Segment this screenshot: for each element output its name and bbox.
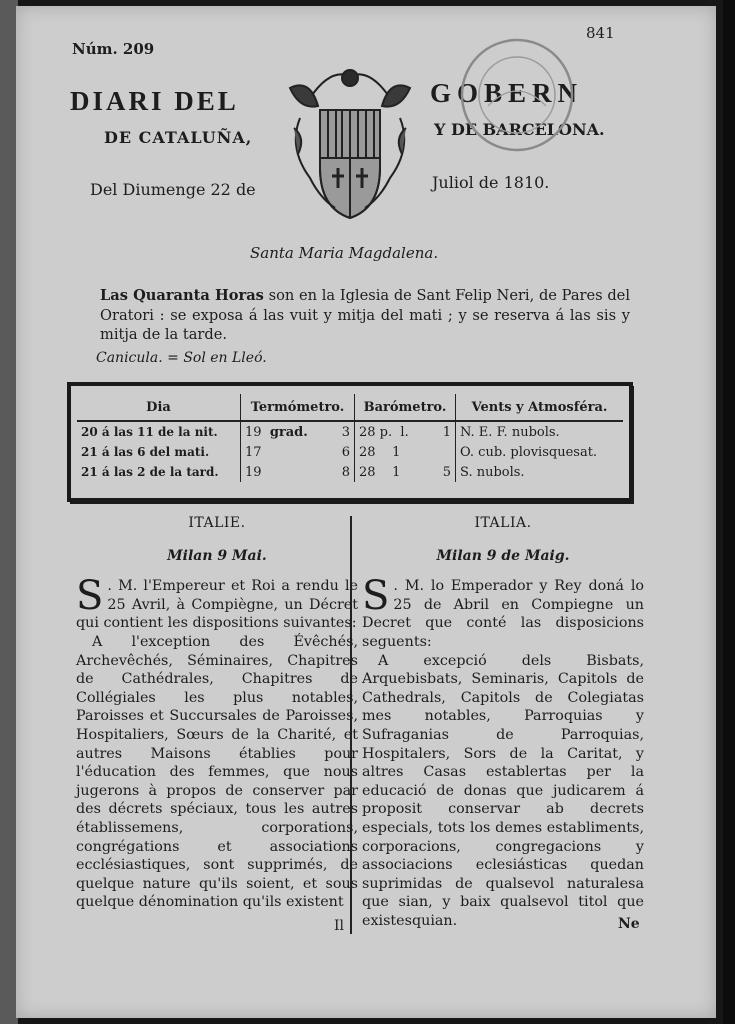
article-paragraph: A excepció dels Bisbats, Arquebisbats, Seminaris, Capitols de Cathedrals, Capitols de Colegiatas mes notables, Parroquias y Sufraganias de Parroquias, Hospitalers, Sors de la Caritat, y altres Casas establertas per la educació de donas que judicarem á proposit conservar ab decrets especials, tots los demes establiments, corporacions, congregacions y associacions eclesiásticas quedan suprimidas de qualsevol naturalesa que sian, y baix qualsevol titol que existesquian. — [362, 652, 644, 929]
col-header-dia: Dia — [77, 394, 241, 421]
cell-dia: 20 á las 11 de la nit. — [77, 421, 241, 442]
article-left-french — [76, 514, 358, 912]
weather-table — [77, 394, 623, 482]
article-dateline: Milan 9 Mai. — [167, 547, 267, 564]
article-heading: ITALIA. — [474, 515, 532, 531]
coat-of-arms-icon — [280, 58, 420, 226]
masthead-title-right: GOBERN — [430, 78, 584, 108]
article-paragraph: S . M. lo Emperador y Rey doná lo 25 de Abril en Compiegne un Decret que conté las disposicions seguents: — [362, 573, 644, 650]
masthead-title-left: DIARI DEL — [70, 86, 239, 116]
issue-date-right: Juliol de 1810. — [432, 173, 550, 192]
table-row — [77, 442, 623, 462]
col-header-termometro: Termómetro. — [241, 394, 355, 421]
quaranta-lead: Las Quaranta Horas — [100, 287, 264, 304]
table-row — [77, 421, 623, 442]
issue-number: Núm. 209 — [72, 40, 155, 58]
cell-termometro: 19 8 — [241, 462, 355, 482]
cell-barometro: 28 p. l. 1 — [355, 421, 456, 442]
cell-termometro: 17 6 — [241, 442, 355, 462]
cell-vents: O. cub. plovisquesat. — [460, 444, 598, 460]
canicula-note: Canicula. = Sol en Lleó. — [96, 350, 267, 366]
catchword-right: Ne — [618, 916, 640, 932]
saint-of-the-day: Santa Maria Magdalena. — [250, 244, 439, 262]
cell-barometro: 28 1 5 — [355, 462, 456, 482]
article-paragraph: S . M. l'Empereur et Roi a rendu le 25 Avril, à Compiègne, un Décret qui contient les dispositions suivantes: — [76, 573, 358, 632]
cell-vents: S. nubols. — [460, 464, 525, 480]
quaranta-horas-notice — [100, 286, 630, 345]
cell-dia: 21 á las 6 del mati. — [77, 442, 241, 462]
weather-table-frame — [68, 383, 632, 501]
book-edge-right — [723, 0, 735, 1024]
catchword-left: Il — [334, 918, 345, 934]
col-header-vents: Vents y Atmosféra. — [456, 394, 624, 421]
article-paragraph: A l'exception des Évêchés, Archevêchés, Séminaires, Chapitres de Cathédrales, Chapitres de Collégiales les plus notables, Paroisses et Succursales de Paroisses, Hospitaliers, Sœurs de la Charité, et autres Maisons établies pour l'éducation des femmes, que nous jugerons à propos de conserver par des décrets spéciaux, tous les autres établissemens, corporations, congrégations et associations ecclésiastiques, sont supprimés, de quelque nature qu'ils soient, et sous quelque dénomination qu'ils existent — [76, 633, 358, 911]
cell-dia: 21 á las 2 de la tard. — [77, 462, 241, 482]
masthead-subtitle-right: Y DE BARCELONA. — [434, 120, 605, 139]
table-row — [77, 462, 623, 482]
masthead-subtitle-left: DE CATALUÑA, — [104, 128, 253, 147]
weather-table-header — [77, 394, 623, 421]
article-dateline: Milan 9 de Maig. — [436, 547, 570, 564]
cell-barometro: 28 1 — [355, 442, 456, 462]
quaranta-text: son en la Iglesia de Sant Felip Neri, de Pares del Oratori : se exposa á las vuit y mitja del mati ; y se reserva á las sis y mitja de la tarde. — [100, 287, 630, 343]
page-number: 841 — [586, 24, 615, 42]
library-stamp-icon — [458, 36, 576, 154]
issue-date-left: Del Diumenge 22 de — [90, 180, 256, 199]
col-header-barometro: Barómetro. — [355, 394, 456, 421]
cell-termometro: 19 grad. 3 — [241, 421, 355, 442]
newspaper-page — [16, 6, 716, 1018]
drop-cap: S — [76, 573, 104, 620]
cell-vents: N. E. F. nubols. — [460, 424, 560, 440]
article-right-catalan — [362, 514, 644, 930]
drop-cap: S — [362, 573, 390, 620]
article-heading: ITALIE. — [188, 515, 246, 531]
